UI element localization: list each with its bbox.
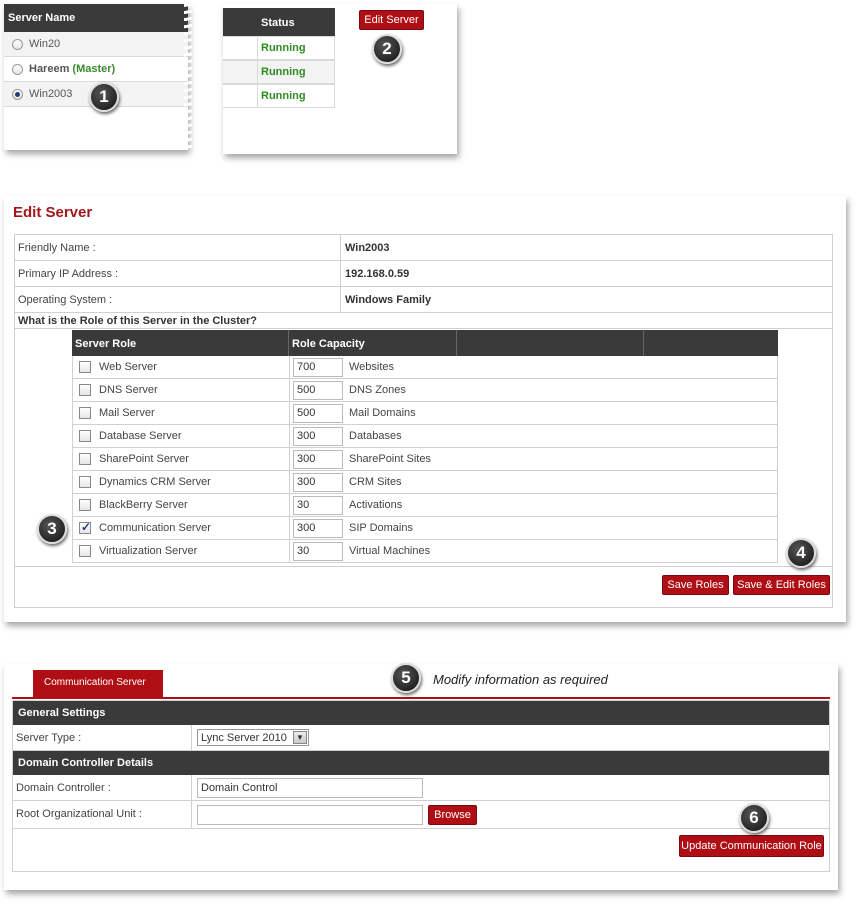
friendly-name-label: Friendly Name :	[15, 235, 341, 260]
server-type-row	[13, 725, 829, 751]
update-communication-role-button[interactable]: Update Communication Role	[679, 835, 824, 857]
capacity-unit: Websites	[349, 361, 395, 373]
server-role-column-header: Server Role	[72, 330, 289, 356]
step-badge-2: 2	[372, 34, 402, 64]
step-badge-5: 5	[391, 663, 421, 693]
role-checkbox-web[interactable]	[79, 361, 91, 373]
capacity-input-blackberry[interactable]	[293, 496, 343, 515]
root-ou-label: Root Organizational Unit :	[13, 801, 192, 828]
role-buttons-row	[15, 567, 832, 607]
server-list-panel	[4, 4, 188, 150]
capacity-input-sharepoint[interactable]	[293, 450, 343, 469]
capacity-input-dns[interactable]	[293, 381, 343, 400]
server-name-win2003: Win2003	[29, 88, 73, 100]
domain-controller-row	[13, 775, 829, 801]
capacity-input-web[interactable]	[293, 358, 343, 377]
step-badge-6: 6	[739, 803, 769, 833]
step-badge-1: 1	[89, 82, 119, 112]
role-row-database	[72, 425, 778, 448]
role-name: Mail Server	[99, 407, 155, 419]
server-radio-win20[interactable]	[12, 39, 23, 50]
step-badge-4: 4	[786, 538, 816, 568]
save-edit-roles-button[interactable]: Save & Edit Roles	[733, 575, 830, 595]
role-row-blackberry	[72, 494, 778, 517]
role-checkbox-database[interactable]	[79, 430, 91, 442]
server-info-table	[14, 234, 833, 608]
chevron-down-icon[interactable]: ▼	[293, 731, 307, 744]
role-row-virtualization	[72, 540, 778, 563]
capacity-input-virtualization[interactable]	[293, 542, 343, 561]
server-radio-win2003[interactable]	[12, 89, 23, 100]
status-spacer-cell	[223, 36, 257, 60]
role-capacity-column-header: Role Capacity	[289, 330, 457, 356]
update-row	[13, 829, 829, 871]
general-settings-header: General Settings	[13, 701, 829, 725]
role-checkbox-sharepoint[interactable]	[79, 453, 91, 465]
capacity-unit: DNS Zones	[349, 384, 406, 396]
server-type-value: Lync Server 2010	[201, 731, 287, 744]
status-spacer-cell	[223, 60, 257, 84]
server-name-header: Server Name	[4, 4, 188, 32]
role-checkbox-mail[interactable]	[79, 407, 91, 419]
roles-wrapper	[15, 329, 832, 567]
friendly-name-value: Win2003	[345, 242, 390, 254]
server-row-hareem[interactable]	[4, 57, 188, 82]
status-cell-1: Running	[257, 36, 335, 60]
info-row	[15, 235, 832, 261]
capacity-unit: Databases	[349, 430, 402, 442]
role-name: SharePoint Server	[99, 453, 189, 465]
role-checkbox-blackberry[interactable]	[79, 499, 91, 511]
capacity-unit: SIP Domains	[349, 522, 413, 534]
status-header: Status	[261, 17, 295, 29]
capacity-input-database[interactable]	[293, 427, 343, 446]
role-name: BlackBerry Server	[99, 499, 188, 511]
role-row-crm	[72, 471, 778, 494]
status-cell-2: Running	[257, 60, 335, 84]
role-checkbox-virtualization[interactable]	[79, 545, 91, 557]
server-type-label: Server Type :	[13, 725, 192, 750]
save-roles-button[interactable]: Save Roles	[662, 575, 729, 595]
status-header-bar	[223, 8, 335, 36]
master-tag: (Master)	[72, 63, 116, 75]
server-type-select[interactable]	[197, 729, 309, 746]
server-radio-hareem[interactable]	[12, 64, 23, 75]
torn-edge	[184, 4, 192, 150]
communication-server-panel	[4, 664, 838, 890]
header-filler	[457, 330, 644, 356]
role-row-mail	[72, 402, 778, 425]
role-name: Web Server	[99, 361, 157, 373]
root-ou-row	[13, 801, 829, 829]
role-row-communication	[72, 517, 778, 540]
capacity-unit: Activations	[349, 499, 403, 511]
server-name-hareem: Hareem	[29, 63, 70, 75]
role-row-web	[72, 356, 778, 379]
edit-server-title: Edit Server	[13, 204, 93, 221]
communication-form	[12, 700, 830, 872]
role-row-dns	[72, 379, 778, 402]
domain-controller-input[interactable]	[197, 778, 423, 798]
role-name: Virtualization Server	[99, 545, 198, 557]
os-label: Operating System :	[15, 287, 341, 312]
capacity-unit: Mail Domains	[349, 407, 416, 419]
role-name: Communication Server	[99, 522, 211, 534]
roles-header	[72, 330, 778, 356]
capacity-input-mail[interactable]	[293, 404, 343, 423]
tab-underline	[12, 697, 830, 699]
role-name: DNS Server	[99, 384, 158, 396]
server-row-win20[interactable]	[4, 32, 188, 57]
server-name-win20: Win20	[29, 38, 61, 50]
root-ou-input[interactable]	[197, 805, 423, 825]
capacity-input-crm[interactable]	[293, 473, 343, 492]
role-checkbox-communication[interactable]	[79, 522, 91, 534]
domain-controller-label: Domain Controller :	[13, 775, 192, 800]
info-row	[15, 261, 832, 287]
os-value: Windows Family	[345, 294, 432, 306]
edit-server-button[interactable]: Edit Server	[359, 10, 424, 30]
role-name: Database Server	[99, 430, 182, 442]
role-name: Dynamics CRM Server	[99, 476, 211, 488]
status-spacer-cell	[223, 84, 257, 108]
capacity-unit: SharePoint Sites	[349, 453, 431, 465]
tab-communication-server[interactable]: Communication Server	[33, 670, 163, 697]
capacity-unit: Virtual Machines	[349, 545, 431, 557]
capacity-unit: CRM Sites	[349, 476, 402, 488]
step-badge-3: 3	[37, 514, 67, 544]
info-row	[15, 287, 832, 313]
status-cell-3: Running	[257, 84, 335, 108]
role-row-sharepoint	[72, 448, 778, 471]
capacity-input-communication[interactable]	[293, 519, 343, 538]
edit-server-panel	[4, 196, 846, 622]
role-checkbox-crm[interactable]	[79, 476, 91, 488]
ip-address-label: Primary IP Address :	[15, 261, 341, 286]
ip-address-value: 192.168.0.59	[345, 268, 410, 280]
browse-button[interactable]: Browse	[428, 805, 477, 825]
status-panel	[223, 4, 457, 154]
instruction-note: Modify information as required	[433, 672, 608, 687]
role-checkbox-dns[interactable]	[79, 384, 91, 396]
roles-table	[72, 330, 778, 563]
domain-controller-header: Domain Controller Details	[13, 751, 829, 775]
role-question: What is the Role of this Server in the Cluster?	[15, 313, 832, 329]
